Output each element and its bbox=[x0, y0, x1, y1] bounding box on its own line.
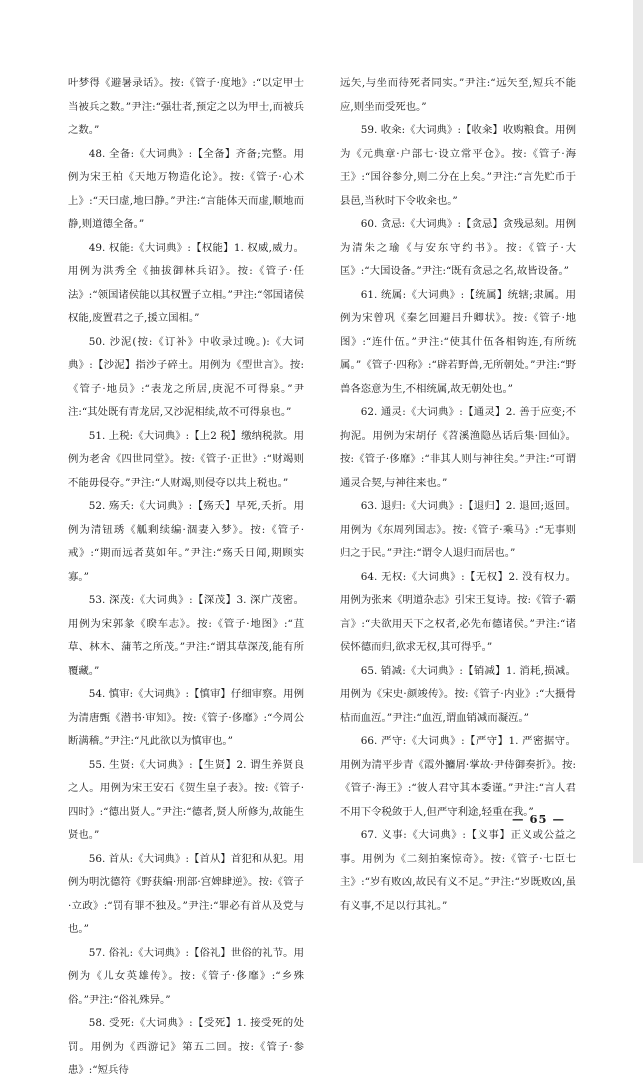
dictionary-entry: 48. 全备:《大词典》:【全备】齐备;完整。用例为宋王柏《天地万物造化论》。按:《管子·心术上》:“天曰虚,地曰静。”尹注:“言能体天而虚,顺地而静,则道德全备。” bbox=[68, 147, 304, 230]
continued-paragraph: 远矢,与坐而待死者同实。”尹注:“远矢至,短兵不能应,则坐而受死也。” bbox=[340, 77, 576, 113]
dictionary-entry: 50. 沙泥(按:《订补》中收录过晚。):《大词典》:【沙泥】指沙子碎土。用例为《型世言》。按:《管子·地员》:“表龙之所居,庚泥不可得泉。”尹注:“其处既有青龙居,又沙泥相续,故不可得泉也。” bbox=[68, 335, 304, 418]
dictionary-entry: 51. 上税:《大词典》:【上2 税】缴纳税款。用例为老舍《四世同堂》。按:《管子·正世》:“财竭则不能毋侵夺。”尹注:“人财竭,则侵夺以共上税也。” bbox=[68, 429, 304, 489]
dictionary-entry: 59. 收籴:《大词典》:【收籴】收购粮食。用例为《元典章·户部七·设立常平仓》。按:《管子·海王》:“国谷参分,则二分在上矣。”尹注:“言先贮币于县邑,当秋时下令收籴也。” bbox=[340, 124, 576, 207]
dictionary-entry: 65. 销减:《大词典》:【销减】1. 消耗,损减。用例为《宋史·颜竣传》。按:《管子·内业》:“大摄骨枯而血沍。”尹注:“血沍,谓血销减而凝沍。” bbox=[340, 664, 576, 724]
dictionary-entry: 49. 权能:《大词典》:【权能】1. 权威,威力。用例为洪秀全《抽拔御林兵诏》。按:《管子·任法》:“领国诸侯能以其权置子立相。”尹注:“邻国诸侯权能,废置君之子,援立国相。” bbox=[68, 241, 304, 324]
dictionary-entry: 54. 慎审:《大词典》:【慎审】仔细审察。用例为清唐甄《潜书·审知》。按:《管子·侈靡》:“今周公断满稽。”尹注:“凡此欲以为慎审也。” bbox=[68, 688, 304, 747]
dictionary-entry: 57. 俗礼:《大词典》:【俗礼】世俗的礼节。用例为《儿女英雄传》。按:《管子·侈靡》:“乡殊俗。”尹注:“俗礼殊异。” bbox=[68, 946, 304, 1006]
dictionary-entry: 55. 生贤:《大词典》:【生贤】2. 谓生养贤良之人。用例为宋王安石《贺生皇子表》。按:《管子·四时》:“德出贤人。”尹注:“德者,贤人所修为,故能生贤也。” bbox=[68, 758, 304, 841]
dictionary-entry: 52. 殇夭:《大词典》:【殇夭】早死,夭折。用例为清钮琇《觚剩续编·涸妻入梦》。按:《管子·戒》:“期而远者莫如年。”尹注:“殇夭日闻,期顾实寡。” bbox=[68, 500, 304, 583]
page-number: — 65 — bbox=[512, 812, 566, 826]
dictionary-entry: 67. 义事:《大词典》:【义事】正义或公益之事。用例为《二刻拍案惊奇》。按:《管子·七臣七主》:“岁有败凶,故民有义不足。”尹注:“岁既败凶,虽有义事,不足以行其礼。” bbox=[340, 829, 576, 912]
dictionary-entry: 58. 受死:《大词典》:【受死】1. 接受死的处罚。用例为《西游记》第五二回。按:《管子·参患》:“短兵待 bbox=[68, 1017, 304, 1076]
dictionary-entry: 61. 统属:《大词典》:【统属】统辖;隶属。用例为宋曾巩《秦乞回避吕升卿状》。按:《管子·地图》:“连什伍。”尹注:“使其什伍各相钩连,有所统属。”《管子·四称》:“辟若野兽,无所朝处。”尹注:“野兽各恣意为生,不相统属,故无朝处也。” bbox=[340, 288, 576, 395]
dictionary-entry: 60. 贪忌:《大词典》:【贪忌】贪残忌刻。用例为清朱之瑜《与安东守约书》。按:《管子·大匡》:“大国设备。”尹注:“既有贪忌之名,故皆设备。” bbox=[340, 218, 576, 277]
dictionary-entry: 64. 无权:《大词典》:【无权】2. 没有权力。用例为张来《明道杂志》引宋王复诗。按:《管子·霸言》:“夫欲用天下之权者,必先布德诸侯。”尹注:“诸侯怀德而归,欲求无权,其可得乎。” bbox=[340, 570, 576, 653]
dictionary-entry: 63. 退归:《大词典》:【退归】2. 退回;返回。用例为《东周列国志》。按:《管子·乘马》:“无事则归之于民。”尹注:“谓令人退归而居也。” bbox=[340, 500, 576, 559]
continued-paragraph: 叶梦得《避暑录话》。按:《管子·度地》:“以定甲士当被兵之数。”尹注:“强壮者,预定之以为甲士,而被兵之数。” bbox=[68, 77, 304, 136]
dictionary-entry: 62. 通灵:《大词典》:【通灵】2. 善于应变;不拘泥。用例为宋胡仔《苕溪渔隐丛话后集·回仙》。按:《管子·侈靡》:“非其人则与神往矣。”尹注:“可谓通灵合契,与神往来也。” bbox=[340, 406, 576, 489]
page-edge-shadow bbox=[633, 0, 643, 863]
dictionary-entry: 66. 严守:《大词典》:【严守】1. 严密据守。用例为清平步青《霞外攟屑·掌故·尹侍御奏折》。按:《管子·海王》:“彼人君守其本委谨。”尹注:“言人君不用下令税敛于人,但严守利途,轻重在我。” bbox=[340, 735, 576, 818]
dictionary-entry: 53. 深茂:《大词典》:【深茂】3. 深广茂密。用例为宋郭彖《睽车志》。按:《管子·地图》:“苴草、林木、蒲苇之所茂。”尹注:“谓其草深茂,能有所覆藏。” bbox=[68, 594, 304, 677]
left-column bbox=[68, 72, 304, 1083]
dictionary-entry: 56. 首从:《大词典》:【首从】首犯和从犯。用例为明沈德符《野获编·刑部·宫婢肆逆》。按:《管子·立政》:“罚有罪不独及。”尹注:“罪必有首从及党与也。” bbox=[68, 852, 304, 935]
right-column bbox=[340, 72, 576, 918]
